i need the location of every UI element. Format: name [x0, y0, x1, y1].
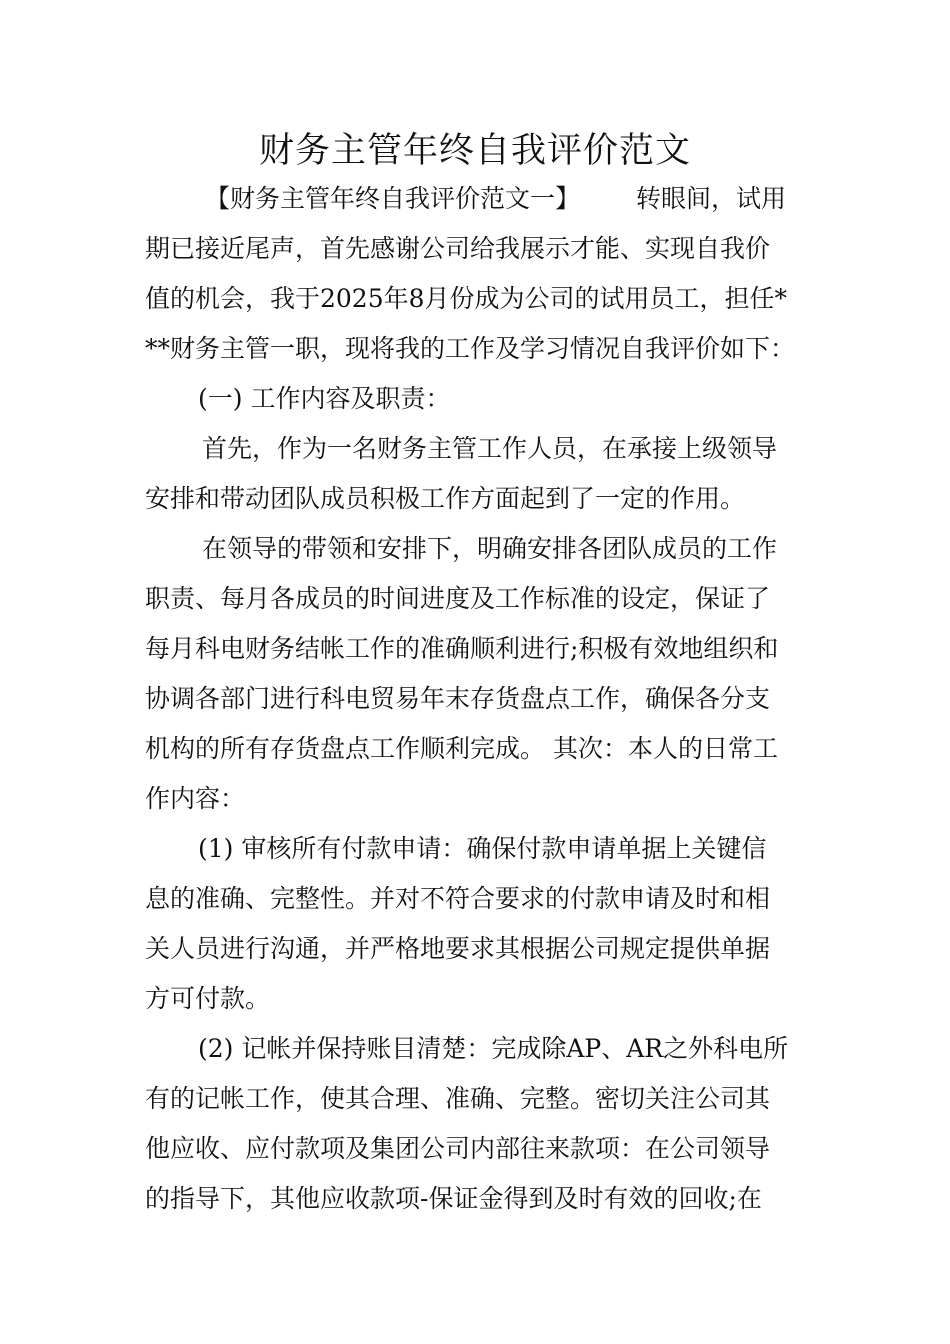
paragraph-line: 息的准确、完整性。并对不符合要求的付款申请及时和相 — [145, 884, 771, 913]
paragraph-line: **财务主管一职，现将我的工作及学习情况自我评价如下： — [145, 334, 796, 363]
section-heading: 【财务主管年终自我评价范文一】 — [205, 184, 581, 213]
paragraph-line: 方可付款。 — [145, 984, 271, 1013]
paragraph-line: 在领导的带领和安排下，明确安排各团队成员的工作 — [202, 534, 778, 563]
paragraph-line: 关人员进行沟通，并严格地要求其根据公司规定提供单据 — [145, 934, 771, 963]
paragraph-line: 作内容： — [145, 784, 246, 813]
paragraph-line: 安排和带动团队成员积极工作方面起到了一定的作用。 — [145, 484, 746, 513]
paragraph-line: 每月科电财务结帐工作的准确顺利进行;积极有效地组织和 — [145, 634, 779, 663]
paragraph-text: 转眼间，试用 — [636, 184, 787, 213]
paragraph-line: 职责、每月各成员的时间进度及工作标准的设定，保证了 — [145, 584, 771, 613]
paragraph-line: 值的机会，我于2025年8月份成为公司的试用员工，担任* — [145, 284, 788, 313]
paragraph-line: 期已接近尾声，首先感谢公司给我展示才能、实现自我价 — [145, 234, 771, 263]
paragraph-line: 的指导下，其他应收款项-保证金得到及时有效的回收;在 — [145, 1184, 762, 1213]
paragraph-line: 协调各部门进行科电贸易年末存货盘点工作，确保各分支 — [145, 684, 771, 713]
paragraph-line — [205, 182, 875, 216]
list-item: (2) 记帐并保持账目清楚：完成除AP、AR之外科电所 — [198, 1034, 789, 1063]
paragraph-line: 机构的所有存货盘点工作顺利完成。 其次：本人的日常工 — [145, 734, 778, 763]
paragraph-line: 他应收、应付款项及集团公司内部往来款项：在公司领导 — [145, 1134, 771, 1163]
list-item: (1) 审核所有付款申请：确保付款申请单据上关键信 — [198, 834, 767, 863]
subsection-heading: (一) 工作内容及职责： — [198, 384, 451, 413]
document-title: 财务主管年终自我评价范文 — [258, 131, 691, 171]
paragraph-line: 首先，作为一名财务主管工作人员，在承接上级领导 — [202, 434, 778, 463]
paragraph-line: 有的记帐工作，使其合理、准确、完整。密切关注公司其 — [145, 1084, 771, 1113]
